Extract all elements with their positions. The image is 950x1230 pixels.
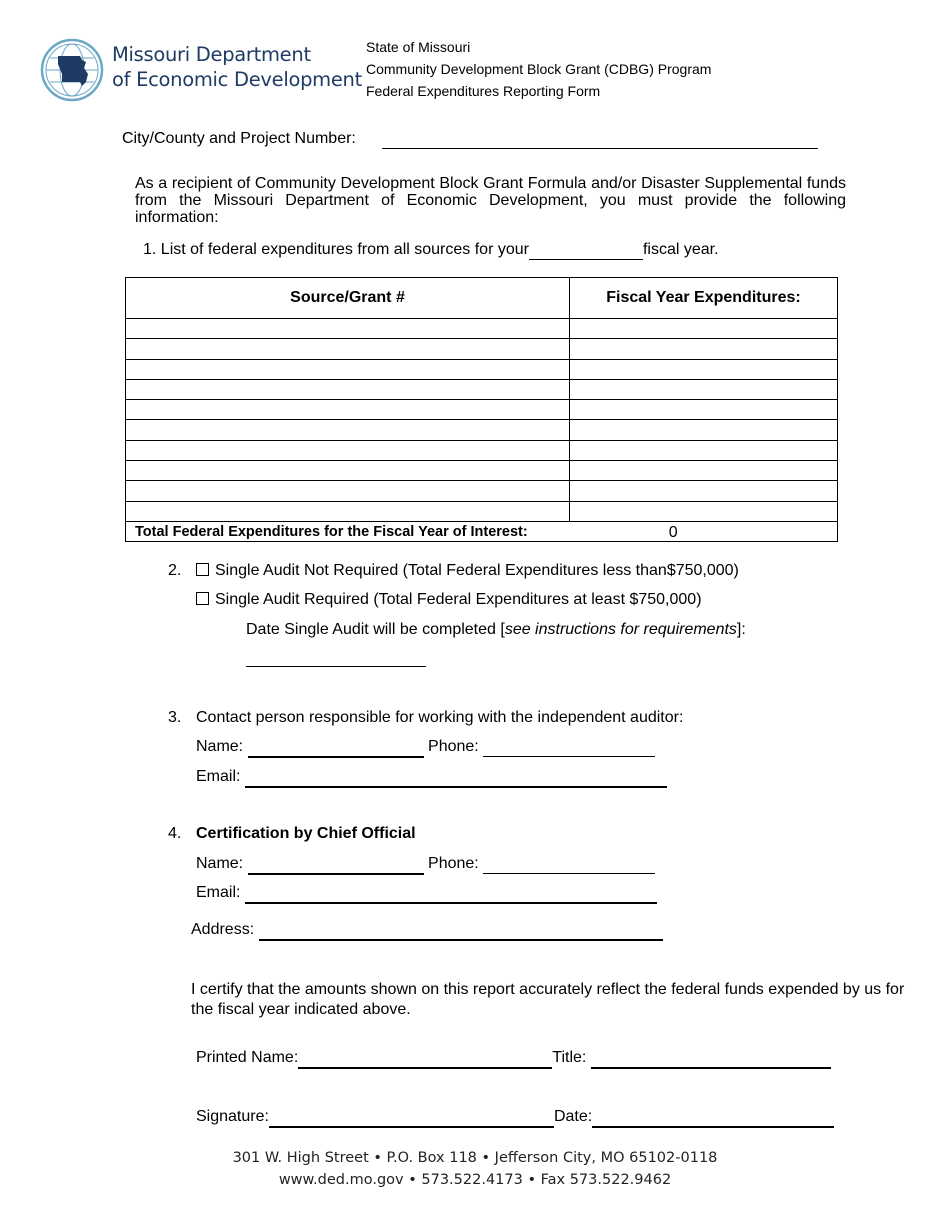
official-name-label: Name: [196,855,244,872]
item-3-number: 3. [168,709,182,726]
audit-date-instructions: see instructions for requirements [504,621,737,638]
source-cell[interactable] [126,359,570,379]
printed-name-label: Printed Name: [196,1049,299,1066]
contact-email-row [196,768,667,788]
column-fiscal-year-expenditures: Fiscal Year Expenditures: [570,278,838,319]
expenditure-cell[interactable] [570,379,838,399]
expenditure-cell[interactable] [570,501,838,521]
table-row [126,461,838,481]
official-phone-field[interactable] [483,855,655,874]
footer-address: 301 W. High Street • P.O. Box 118 • Jefferson City, MO 65102-0118 [232,1150,718,1166]
expenditure-cell[interactable] [570,481,838,501]
expenditure-cell[interactable] [570,319,838,339]
total-label: Total Federal Expenditures for the Fiscal Year of Interest: [126,521,570,541]
expenditure-cell[interactable] [570,400,838,420]
option-not-required[interactable] [196,562,739,580]
expenditure-cell[interactable] [570,440,838,460]
official-email-row [196,884,657,904]
globe-logo-icon [40,38,104,102]
printed-name-field[interactable] [298,1049,552,1069]
audit-date-suffix: ]: [736,621,746,638]
source-cell[interactable] [126,481,570,501]
certification-statement: I certify that the amounts shown on this report accurately reflect the federal funds expended by us for the fiscal year indicated above. [191,981,905,1018]
table-row [126,440,838,460]
contact-name-field[interactable] [248,738,424,758]
table-row [126,359,838,379]
contact-email-field[interactable] [245,768,667,788]
source-cell[interactable] [126,319,570,339]
contact-name-phone-row [196,738,655,758]
option-required[interactable] [196,591,702,609]
official-address-field[interactable] [259,921,663,941]
logo [40,38,362,102]
column-source-grant: Source/Grant # [126,278,570,319]
footer [0,1147,950,1191]
project-number-label: City/County and Project Number: [122,130,356,147]
source-cell[interactable] [126,379,570,399]
expenditure-cell[interactable] [570,359,838,379]
expenditures-table [125,277,838,542]
table-row [126,420,838,440]
table-row [126,481,838,501]
logo-line-2: of Economic Development [112,68,362,91]
item-1-text: List of federal expenditures from all sources for your [160,241,529,258]
source-cell[interactable] [126,339,570,359]
official-email-field[interactable] [245,884,657,904]
item-4-number: 4. [168,825,182,842]
option-required-label: Single Audit Required (Total Federal Expenditures at least $750,000) [215,591,702,608]
audit-date-text: Date Single Audit will be completed [ [246,621,505,638]
item-2-number: 2. [168,562,182,579]
checkbox-not-required-icon[interactable] [196,563,209,576]
certification-title: Certification by Chief Official [196,825,416,842]
expenditure-cell[interactable] [570,420,838,440]
title-label: Title: [552,1049,587,1066]
header-program: Community Development Block Grant (CDBG) Program [366,61,712,77]
contact-phone-field[interactable] [483,738,655,757]
official-address-label: Address: [191,921,255,938]
signature-field[interactable] [269,1108,554,1128]
table-row [126,319,838,339]
expenditure-cell[interactable] [570,339,838,359]
checkbox-required-icon[interactable] [196,592,209,605]
contact-email-label: Email: [196,768,241,785]
date-field[interactable] [592,1108,834,1128]
title-field[interactable] [591,1049,831,1069]
contact-phone-label: Phone: [428,738,479,755]
official-email-label: Email: [196,884,241,901]
audit-date-field[interactable] [246,666,426,667]
fiscal-year-field[interactable] [529,241,643,260]
logo-text [112,42,362,92]
item-3-text: Contact person responsible for working with the independent auditor: [196,709,684,726]
intro-text: As a recipient of Community Development Block Grant Formula and/or Disaster Supplemental funds from the Missouri Department of Economic Development, you must provide the following information: [135,175,846,226]
item-1-suffix: fiscal year. [642,241,719,258]
table-row [126,379,838,399]
source-cell[interactable] [126,501,570,521]
logo-line-1: Missouri Department [112,43,311,66]
footer-contact: www.ded.mo.gov • 573.522.4173 • Fax 573.522.9462 [278,1172,672,1188]
signature-date-row [196,1108,834,1128]
total-row [126,521,838,541]
header-state: State of Missouri [366,39,471,55]
option-not-required-label: Single Audit Not Required (Total Federal Expenditures less than$750,000) [215,562,739,579]
source-cell[interactable] [126,461,570,481]
table-row [126,339,838,359]
official-phone-label: Phone: [428,855,479,872]
total-value: 0 [570,521,838,541]
header-form-title: Federal Expenditures Reporting Form [366,83,601,99]
source-cell[interactable] [126,440,570,460]
item-1 [143,241,719,260]
contact-name-label: Name: [196,738,244,755]
source-cell[interactable] [126,420,570,440]
item-1-number: 1. [143,241,157,258]
project-number-field[interactable] [382,130,818,149]
source-cell[interactable] [126,400,570,420]
table-row [126,400,838,420]
audit-date-label [246,621,746,639]
table-row [126,501,838,521]
printed-name-title-row [196,1049,831,1069]
expenditure-cell[interactable] [570,461,838,481]
signature-label: Signature: [196,1108,269,1125]
official-name-field[interactable] [248,855,424,875]
official-address-row [191,921,663,941]
project-number-row [122,130,818,149]
date-label: Date: [553,1108,593,1125]
form-header [366,36,711,102]
official-name-phone-row [196,855,655,875]
